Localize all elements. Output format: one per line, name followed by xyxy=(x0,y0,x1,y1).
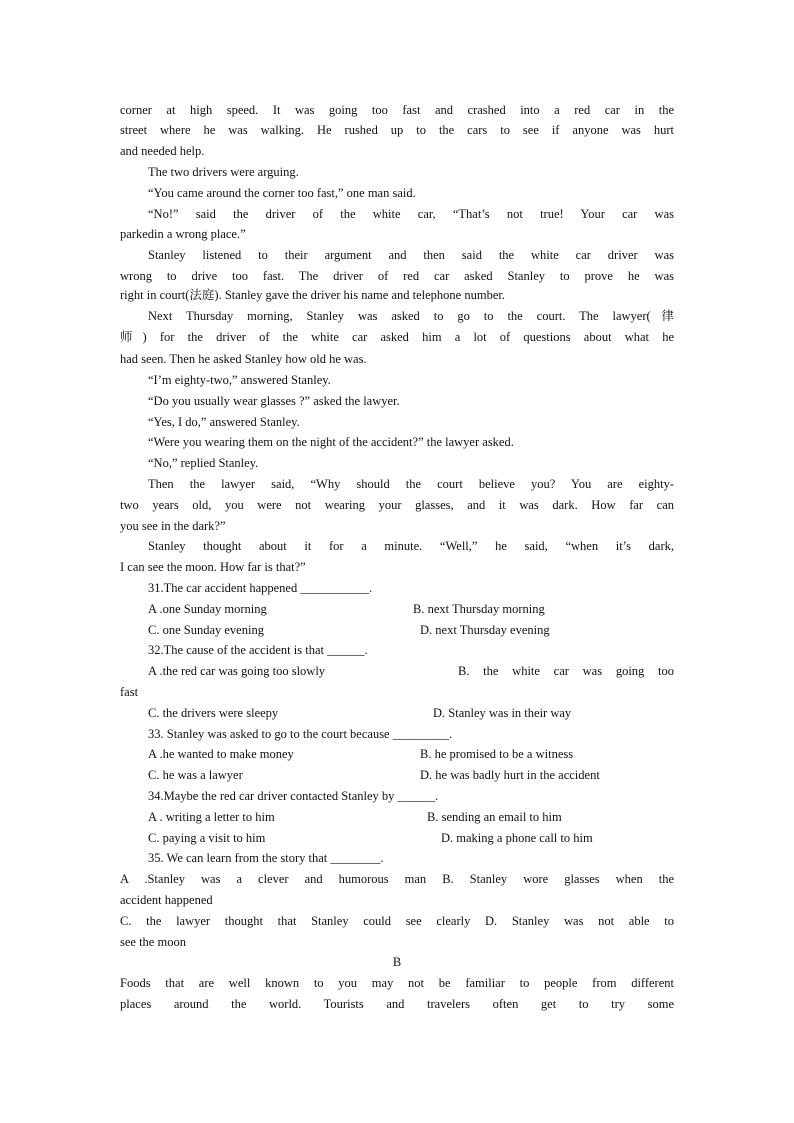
story-line: Then the lawyer said, “Why should the court believe you? You are eighty- xyxy=(148,477,674,491)
q34-option-c: C. paying a visit to him xyxy=(148,831,266,845)
story-line: Stanley listened to their argument and then said the white car driver was xyxy=(148,248,674,262)
question-31-stem: 31.The car accident happened ___________. xyxy=(148,581,373,595)
q35-options-line: see the moon xyxy=(120,935,186,949)
story-line: The two drivers were arguing. xyxy=(148,165,299,179)
q33-option-d: D. he was badly hurt in the accident xyxy=(420,768,600,782)
story-line: right in court(法庭). Stanley gave the driver his name and telephone number. xyxy=(120,288,505,302)
story-line: two years old, you were not wearing your glasses, and it was dark. How far can xyxy=(120,498,674,512)
story-line: “Were you wearing them on the night of the accident?” the lawyer asked. xyxy=(148,435,514,449)
section-b-heading: B xyxy=(392,955,402,969)
story-line: street where he was walking. He rushed up to the cars to see if anyone was hurt xyxy=(120,123,674,137)
story-line: “No,” replied Stanley. xyxy=(148,456,259,470)
q32-option-b-continued: fast xyxy=(120,685,139,699)
q34-option-d: D. making a phone call to him xyxy=(441,831,593,845)
q31-option-c: C. one Sunday evening xyxy=(148,623,264,637)
story-line: “No!” said the driver of the white car, “That’s not true! Your car was xyxy=(148,207,674,221)
section-b-line: places around the world. Tourists and travelers often get to try some xyxy=(120,997,674,1011)
story-line: “Yes, I do,” answered Stanley. xyxy=(148,415,300,429)
question-32-stem: 32.The cause of the accident is that ______. xyxy=(148,643,368,657)
q32-option-b: B. the white car was going too xyxy=(458,664,674,678)
story-line: had seen. Then he asked Stanley how old he was. xyxy=(120,352,367,366)
section-b-line: Foods that are well known to you may not be familiar to people from different xyxy=(120,976,674,990)
q35-options-line: accident happened xyxy=(120,893,213,907)
q33-option-a: A .he wanted to make money xyxy=(148,747,294,761)
q35-options-line: A .Stanley was a clever and humorous man B. Stanley wore glasses when the xyxy=(120,872,674,886)
story-line: wrong to drive too fast. The driver of red car asked Stanley to prove he was xyxy=(120,269,674,283)
q31-option-d: D. next Thursday evening xyxy=(420,623,550,637)
story-line: “You came around the corner too fast,” one man said. xyxy=(148,186,416,200)
story-line: Stanley thought about it for a minute. “Well,” he said, “when it’s dark, xyxy=(148,539,674,553)
q34-option-a: A . writing a letter to him xyxy=(148,810,275,824)
story-line: and needed help. xyxy=(120,144,205,158)
question-33-stem: 33. Stanley was asked to go to the court because _________. xyxy=(148,727,453,741)
q33-option-b: B. he promised to be a witness xyxy=(420,747,574,761)
q31-option-b: B. next Thursday morning xyxy=(413,602,545,616)
q33-option-c: C. he was a lawyer xyxy=(148,768,243,782)
q32-option-d: D. Stanley was in their way xyxy=(433,706,572,720)
story-line: 师) for the driver of the white car asked him a lot of questions about what he xyxy=(120,330,674,344)
q35-options-line: C. the lawyer thought that Stanley could see clearly D. Stanley was not able to xyxy=(120,914,674,928)
story-line: Next Thursday morning, Stanley was asked to go to the court. The lawyer(律 xyxy=(148,309,674,323)
question-35-stem: 35. We can learn from the story that ________. xyxy=(148,851,384,865)
story-line: corner at high speed. It was going too fast and crashed into a red car in the xyxy=(120,103,674,117)
q32-option-a: A .the red car was going too slowly xyxy=(148,664,326,678)
q34-option-b: B. sending an email to him xyxy=(427,810,562,824)
story-line: “Do you usually wear glasses ?” asked the lawyer. xyxy=(148,394,400,408)
story-line: I can see the moon. How far is that?” xyxy=(120,560,306,574)
q32-option-c: C. the drivers were sleepy xyxy=(148,706,279,720)
q31-option-a: A .one Sunday morning xyxy=(148,602,267,616)
story-line: you see in the dark?” xyxy=(120,519,226,533)
story-line: “I’m eighty-two,” answered Stanley. xyxy=(148,373,331,387)
story-line: parkedin a wrong place.” xyxy=(120,227,246,241)
question-34-stem: 34.Maybe the red car driver contacted Stanley by ______. xyxy=(148,789,439,803)
